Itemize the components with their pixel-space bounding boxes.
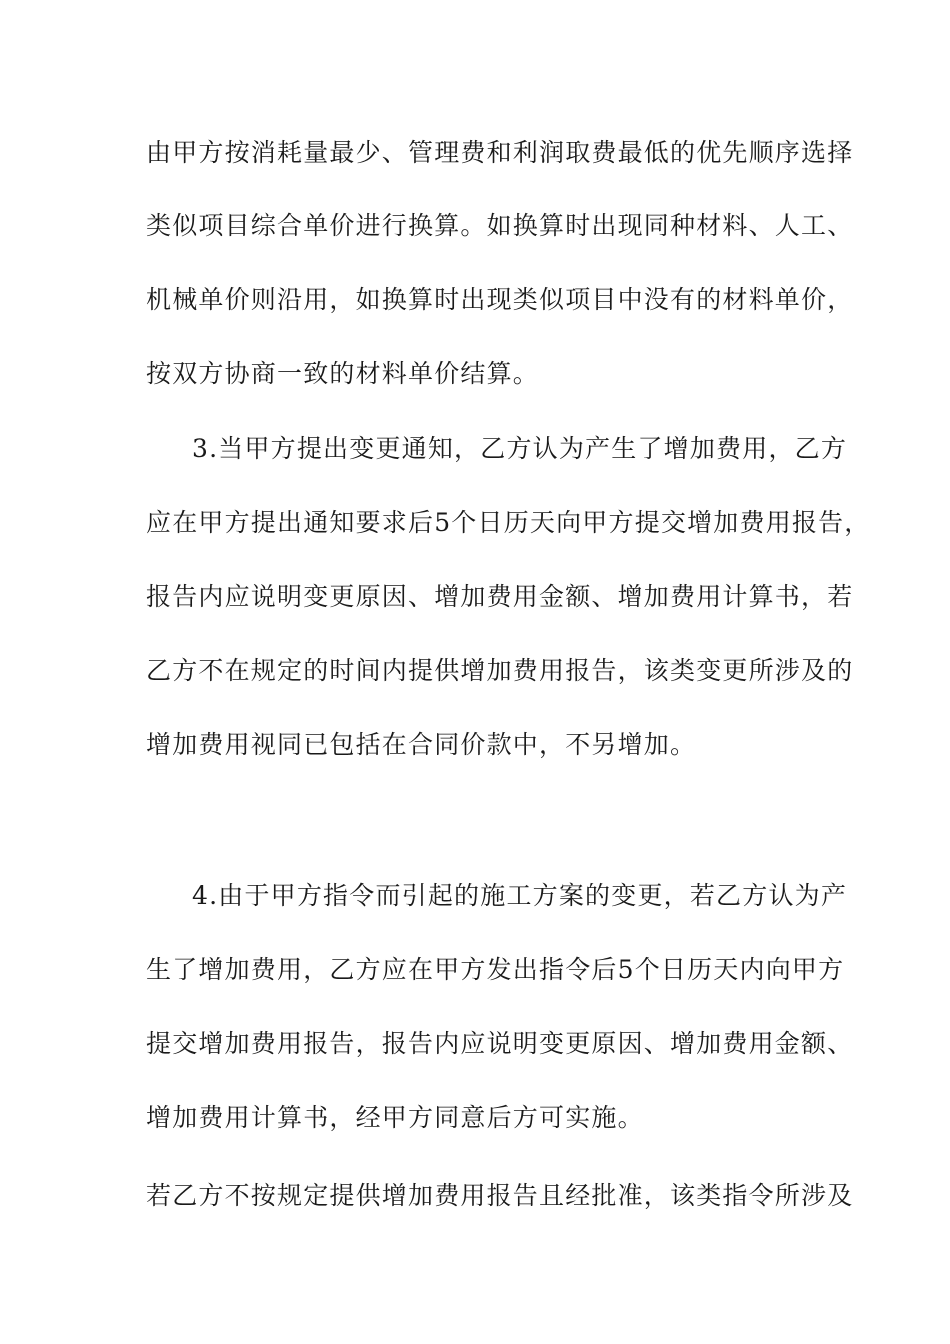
paragraph-line: 生了增加费用，乙方应在甲方发出指令后5个日历天内向甲方	[146, 955, 845, 984]
paragraph-line: 机械单价则沿用，如换算时出现类似项目中没有的材料单价，	[146, 285, 854, 314]
paragraph-line: 提交增加费用报告，报告内应说明变更原因、增加费用金额、	[146, 1029, 854, 1058]
paragraph-line: 若乙方不按规定提供增加费用报告且经批准，该类指令所涉及	[146, 1181, 854, 1210]
paragraph-line: 类似项目综合单价进行换算。如换算时出现同种材料、人工、	[146, 211, 854, 240]
clause-4-first-line: 4.由于甲方指令而引起的施工方案的变更，若乙方认为产	[192, 881, 848, 910]
paragraph-line: 增加费用计算书，经甲方同意后方可实施。	[146, 1103, 644, 1132]
paragraph-line: 报告内应说明变更原因、增加费用金额、增加费用计算书，若	[146, 582, 854, 611]
clause-3-first-line: 3.当甲方提出变更通知，乙方认为产生了增加费用，乙方	[192, 434, 848, 463]
paragraph-line: 乙方不在规定的时间内提供增加费用报告，该类变更所涉及的	[146, 656, 854, 685]
paragraph-line: 按双方协商一致的材料单价结算。	[146, 359, 540, 388]
paragraph-line: 增加费用视同已包括在合同价款中，不另增加。	[146, 730, 697, 759]
paragraph-line: 由甲方按消耗量最少、管理费和利润取费最低的优先顺序选择	[146, 138, 854, 167]
paragraph-line: 应在甲方提出通知要求后5个日历天向甲方提交增加费用报告，	[146, 508, 871, 537]
